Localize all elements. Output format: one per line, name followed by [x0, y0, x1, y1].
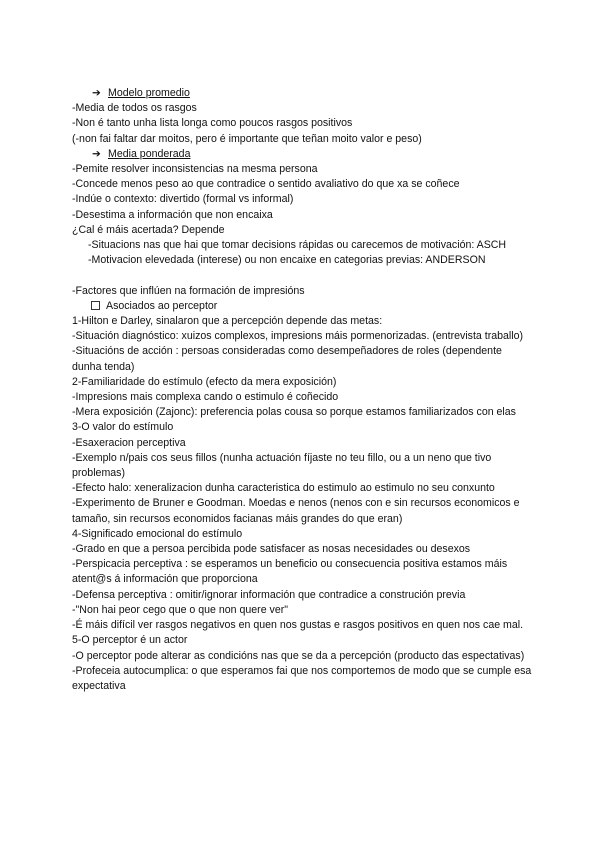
text-line: -Media de todos os rasgos	[72, 102, 197, 115]
text-paragraph: -Perspicacia perceptiva : se esperamos un beneficio ou consecuencia positiva estamos máis atent@s á información que proporciona	[72, 558, 508, 586]
text-line: -Pemite resolver inconsistencias na mesma persona	[72, 163, 318, 176]
text-line: -Esaxeracion perceptiva	[72, 436, 186, 449]
text-line: -Factores que inflúen na formación de impresións	[72, 284, 305, 297]
text-line: -Defensa perceptiva : omitir/ignorar información que contradice a construción previa	[72, 588, 466, 601]
text-line: (-non fai faltar dar moitos, pero é importante que teñan moito valor e peso)	[72, 132, 422, 145]
text-line: 1-Hilton e Darley, sinalaron que a percepción depende das metas:	[72, 315, 383, 328]
checkbox-item	[72, 299, 532, 314]
text-line: -Non é tanto unha lista longa como poucos rasgos positivos	[72, 117, 353, 130]
section-heading-text: Media ponderada	[108, 147, 191, 160]
right-arrow-icon: ➔	[92, 147, 101, 160]
text-line: -Desestima a información que non encaixa	[72, 208, 273, 221]
text-paragraph: -Exemplo n/pais cos seus fillos (nunha actuación fíjaste no teu fillo, ou a un neno que tivo problemas)	[72, 451, 492, 480]
section-heading	[72, 147, 532, 162]
text-line: 3-O valor do estímulo	[72, 421, 174, 434]
text-line: 5-O perceptor é un actor	[72, 634, 188, 647]
text-line: -Impresions mais complexa cando o estimulo é coñecido	[72, 391, 339, 404]
text-line: -Grado en que a persoa percibida pode satisfacer as nosas necesidades ou desexos	[72, 543, 471, 556]
text-paragraph: -O perceptor pode alterar as condicións nas que se da a percepción (producto das espectativas)	[72, 649, 525, 662]
right-arrow-icon: ➔	[92, 87, 101, 99]
indented-text-line: -Situacions nas que hai que tomar decisions rápidas ou carecemos de motivación: ASCH	[88, 239, 507, 252]
text-paragraph: -Situación diagnóstico: xuizos complexos, impresions máis pormenorizadas. (entrevista traballo)	[72, 330, 524, 343]
text-paragraph: -Situacións de acción : persoas consideradas como desempeñadores de roles (dependente dunha tenda)	[72, 345, 502, 373]
text-line: -"Non hai peor cego que o que non quere ver"	[72, 603, 289, 616]
section-heading-text: Modelo promedio	[108, 87, 190, 99]
checkbox-icon	[91, 301, 100, 310]
text-line: -Indúe o contexto: divertido (formal vs informal)	[72, 193, 294, 206]
indented-text-line: -Motivacion elevedada (interese) ou non encaixe en categorias previas: ANDERSON	[88, 254, 486, 267]
document-body	[72, 86, 532, 694]
text-line: 4-Significado emocional do estímulo	[72, 527, 243, 540]
checkbox-item-label: Asociados ao perceptor	[106, 299, 218, 312]
text-line: -Concede menos peso ao que contradice o sentido avaliativo do que xa se coñece	[72, 178, 460, 191]
section-heading	[72, 86, 532, 101]
text-paragraph: -É máis difícil ver rasgos negativos en quen nos gustas e rasgos positivos en quen nos cae mal.	[72, 619, 524, 632]
text-paragraph: -Experimento de Bruner e Goodman. Moedas e nenos (nenos con e sin recursos economicos e tamaño, sin recursos economidos facianas máis grandes do que eran)	[72, 497, 520, 525]
text-line: ¿Cal é máis acertada? Depende	[72, 223, 225, 236]
text-paragraph: -Profeceia autocumplica: o que esperamos fai que nos comportemos de modo que se cumple esa expectativa	[72, 664, 532, 692]
text-line: 2-Familiaridade do estímulo (efecto da mera exposición)	[72, 375, 337, 388]
blank-line	[72, 268, 532, 283]
text-paragraph: -Mera exposición (Zajonc): preferencia polas cousa so porque estamos familiarizados con elas	[72, 406, 516, 419]
text-line: -Efecto halo: xeneralizacion dunha caracteristica do estimulo ao estimulo no seu conxunto	[72, 482, 495, 495]
